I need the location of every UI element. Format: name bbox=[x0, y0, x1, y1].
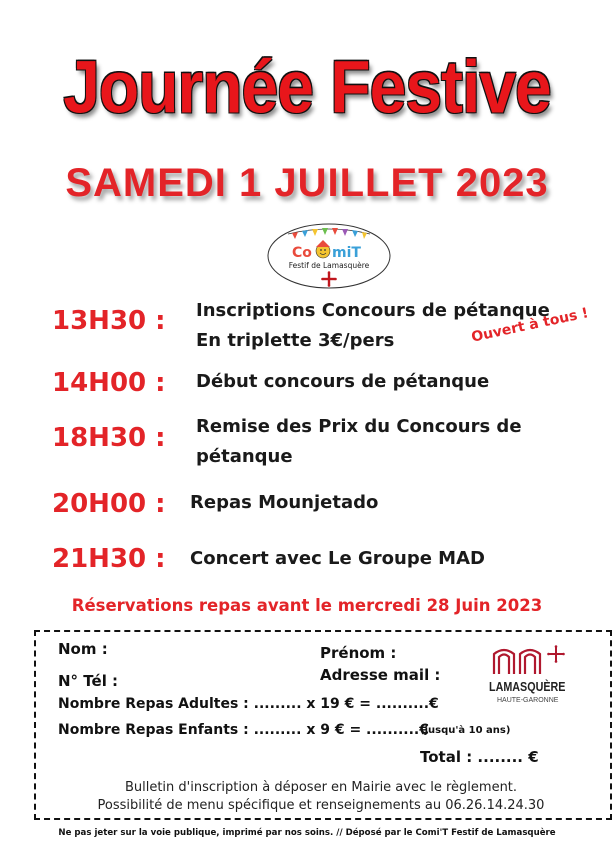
schedule-desc-2: Début concours de pétanque bbox=[196, 371, 490, 392]
schedule-time-2: 14H00 : bbox=[52, 368, 166, 398]
town-name: LAMASQUÈRE bbox=[489, 680, 566, 694]
open-to-all-note: Ouvert à tous ! bbox=[470, 305, 590, 346]
schedule-time-3: 18H30 : bbox=[52, 423, 166, 453]
name-field-label[interactable]: Nom : bbox=[58, 640, 108, 658]
town-region: HAUTE-GARONNE bbox=[497, 697, 559, 704]
logo-letters-mit: miT bbox=[332, 245, 361, 261]
child-meals-line[interactable]: Nombre Repas Enfants : ......... x 9 € = ..........€ bbox=[58, 722, 429, 738]
schedule-desc-3b: pétanque bbox=[196, 446, 293, 467]
firstname-field-label[interactable]: Prénom : bbox=[320, 644, 397, 662]
logo-tagline: Festif de Lamasquère bbox=[288, 261, 370, 270]
schedule-time-5: 21H30 : bbox=[52, 544, 166, 574]
event-title: Journée Festive bbox=[63, 45, 551, 129]
schedule-desc-1b: En triplette 3€/pers bbox=[196, 330, 395, 351]
total-line[interactable]: Total : ........ € bbox=[420, 748, 539, 766]
schedule-desc-1a: Inscriptions Concours de pétanque bbox=[196, 300, 550, 321]
form-note-deposit: Bulletin d'inscription à déposer en Mairie avec le règlement. bbox=[124, 780, 518, 795]
schedule-desc-5: Concert avec Le Groupe MAD bbox=[190, 548, 485, 569]
logo-letters-co: Co bbox=[292, 245, 312, 261]
adult-meals-line[interactable]: Nombre Repas Adultes : ......... x 19 € = ..........€ bbox=[58, 696, 439, 712]
town-logo-graphic bbox=[486, 640, 586, 680]
schedule-desc-3a: Remise des Prix du Concours de bbox=[196, 416, 522, 437]
legal-footer: Ne pas jeter sur la voie publique, imprimé par nos soins. // Déposé par le Comi'T Festif de Lamasquère bbox=[58, 828, 556, 838]
schedule-time-1: 13H30 : bbox=[52, 306, 166, 336]
comite-logo-graphic bbox=[266, 222, 392, 290]
email-field-label[interactable]: Adresse mail : bbox=[320, 666, 441, 684]
phone-field-label[interactable]: N° Tél : bbox=[58, 672, 119, 690]
comite-logo bbox=[266, 222, 392, 290]
schedule-time-4: 20H00 : bbox=[52, 489, 166, 519]
event-date: SAMEDI 1 JUILLET 2023 bbox=[65, 161, 549, 205]
reservation-deadline: Réservations repas avant le mercredi 28 Juin 2023 bbox=[71, 596, 543, 615]
form-note-contact: Possibilité de menu spécifique et renseignements au 06.26.14.24.30 bbox=[97, 798, 545, 813]
schedule-desc-4: Repas Mounjetado bbox=[190, 492, 379, 513]
child-age-note: (jusqu'à 10 ans) bbox=[420, 725, 511, 736]
